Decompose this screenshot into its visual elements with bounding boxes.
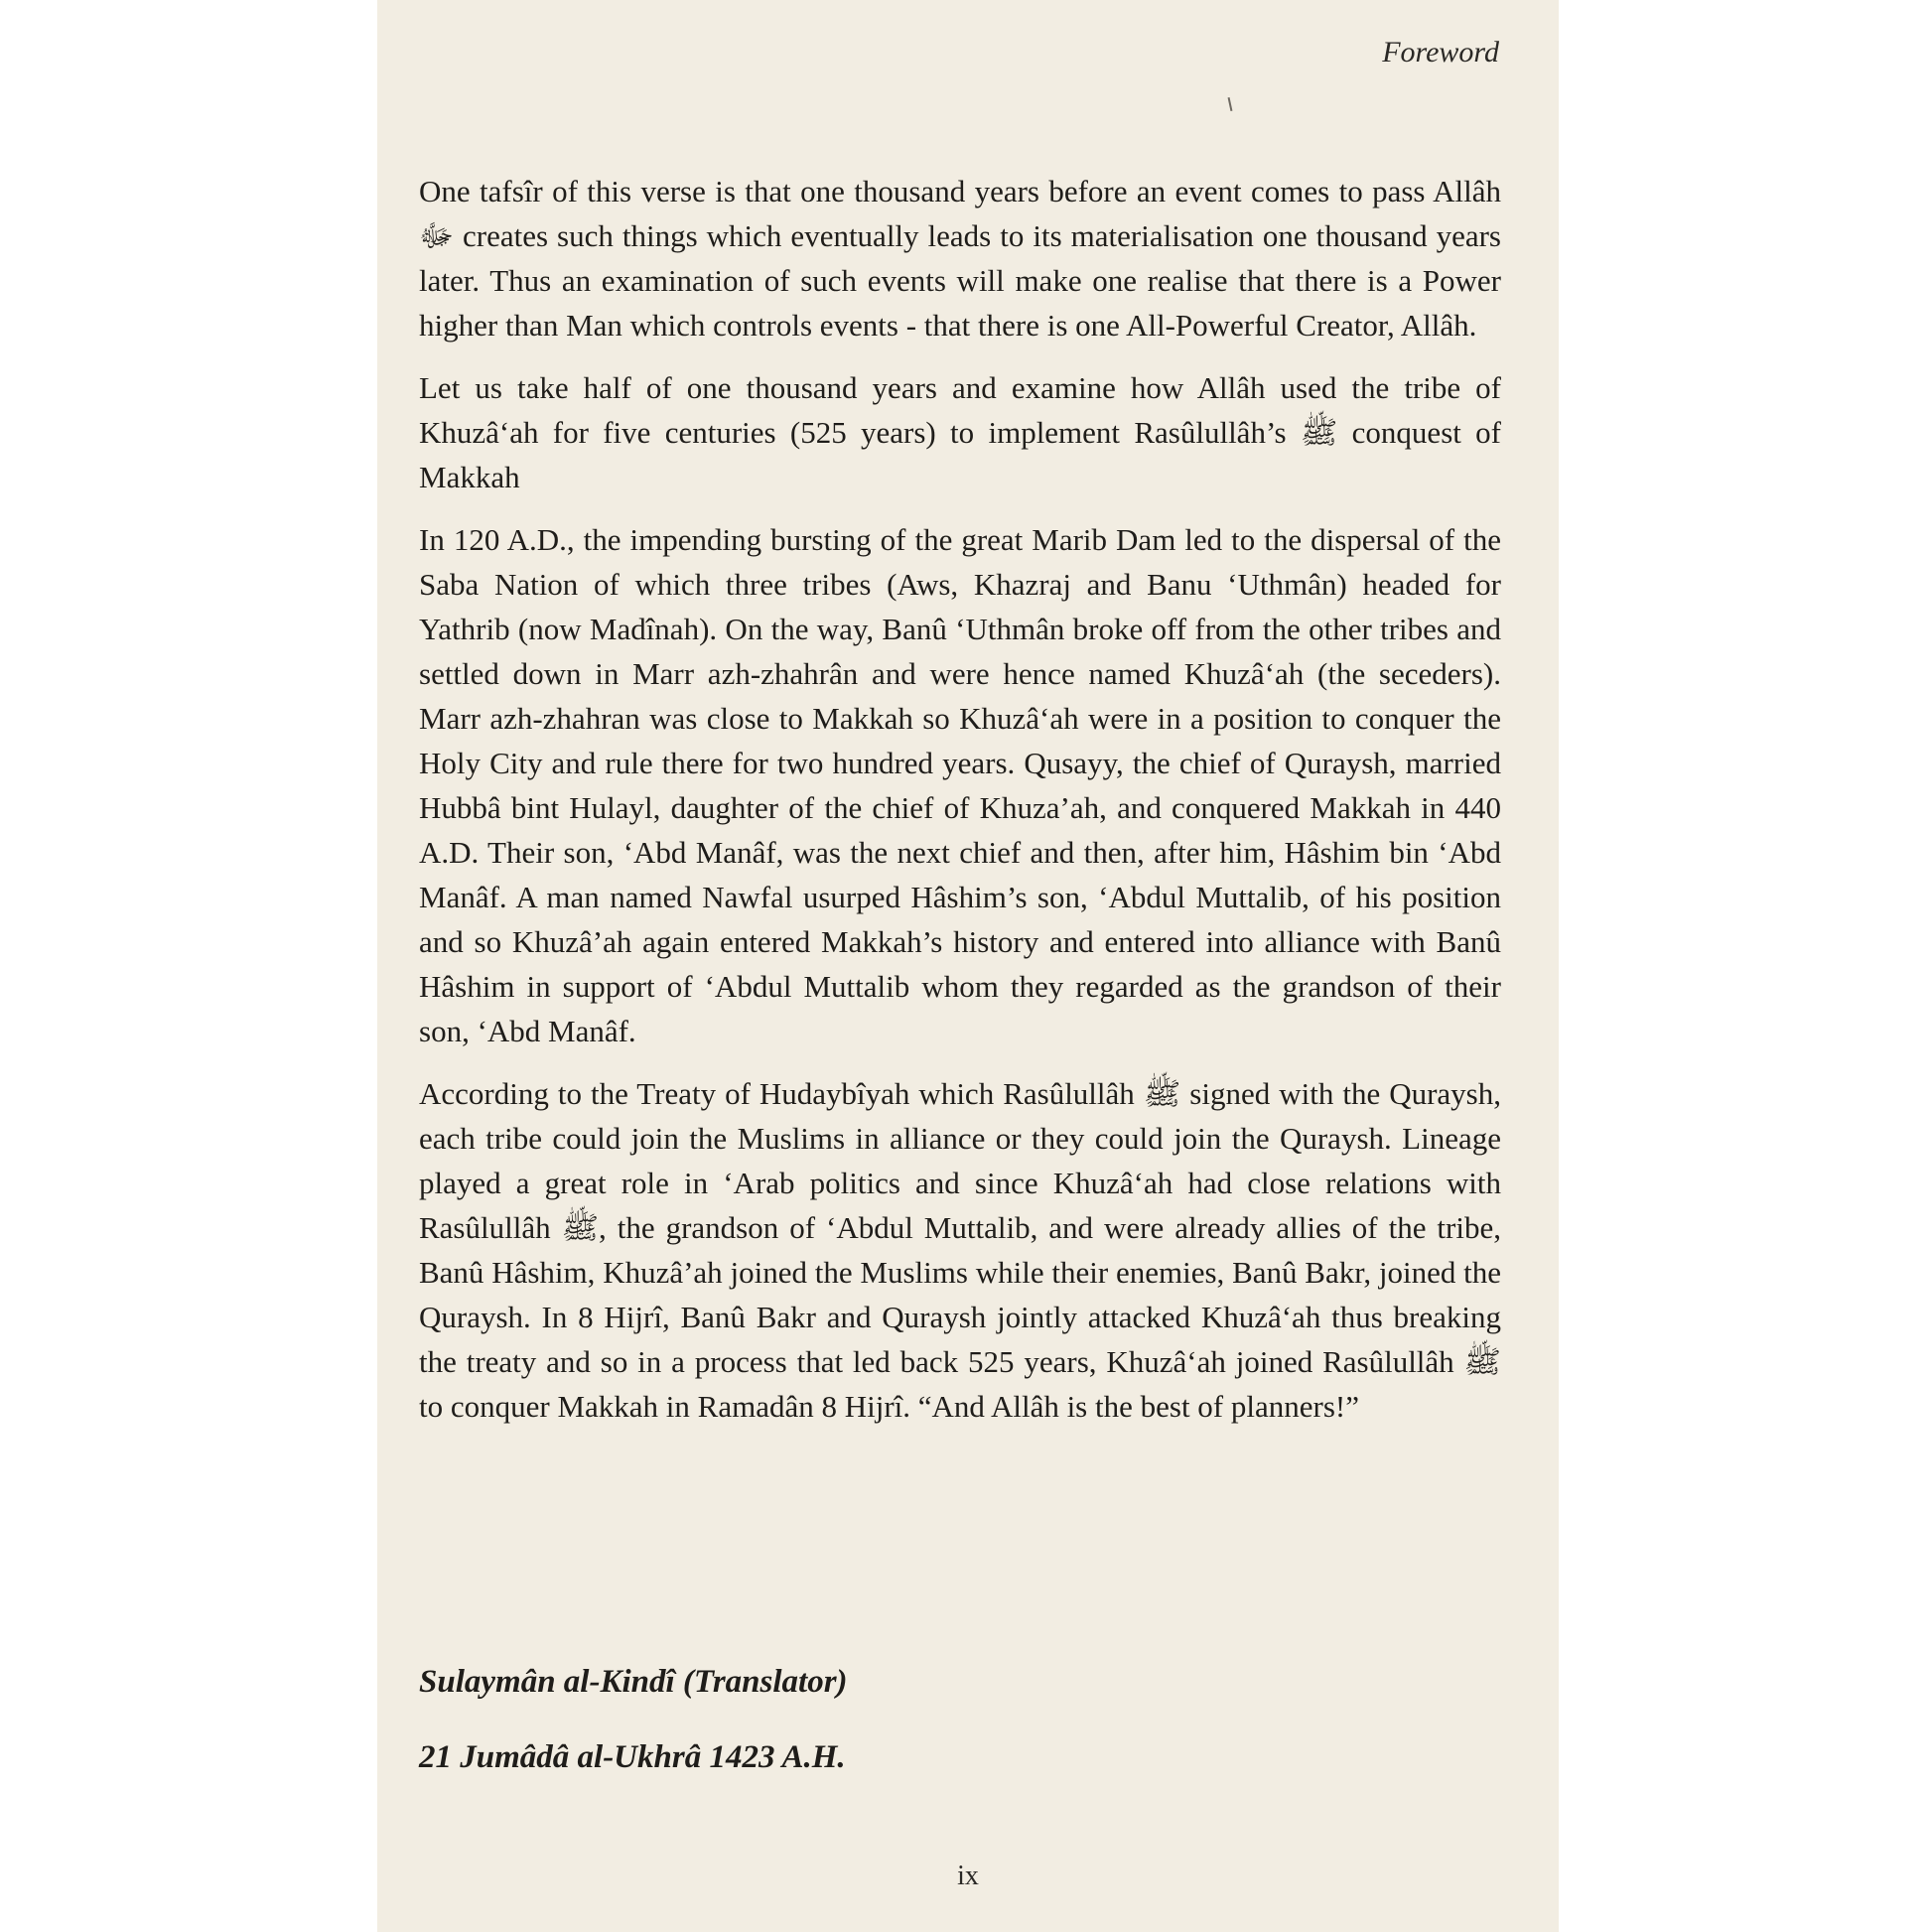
page-body	[419, 169, 1501, 1429]
translator-signature: Sulaymân al-Kindî (Translator)	[419, 1664, 848, 1700]
paragraph: Let us take half of one thousand years and examine how Allâh used the tribe of Khuzâ‘ah for five centuries (525 years) to implement Rasûlullâh’s ﷺ conquest of Makkah	[419, 370, 1501, 494]
running-head: Foreword	[1382, 36, 1499, 69]
paragraph: One tafsîr of this verse is that one thousand years before an event comes to pass Allâh ﷻ creates such things which eventually leads to its materialisation one thousand years later. Thus an examination of such events will make one realise that there is a Power higher than Man which controls events - that there is one All-Powerful Creator, Allâh.	[419, 174, 1501, 343]
paragraph: According to the Treaty of Hudaybîyah which Rasûlullâh ﷺ signed with the Quraysh, each tribe could join the Muslims in alliance or they could join the Quraysh. Lineage played a great role in ‘Arab politics and since Khuzâ‘ah had close relations with Rasûlullâh ﷺ, the grandson of ‘Abdul Muttalib, and were already allies of the tribe, Banû Hâshim, Khuzâ’ah joined the Muslims while their enemies, Banû Bakr, joined the Quraysh. In 8 Hijrî, Banû Bakr and Quraysh jointly attacked Khuzâ‘ah thus breaking the treaty and so in a process that led back 525 years, Khuzâ‘ah joined Rasûlullâh ﷺ to conquer Makkah in Ramadân 8 Hijrî. “And Allâh is the best of planners!”	[419, 1076, 1501, 1424]
print-speck	[1228, 97, 1233, 111]
page-number: ix	[957, 1861, 979, 1891]
signature-date: 21 Jumâdâ al-Ukhrâ 1423 A.H.	[419, 1739, 846, 1775]
book-page	[377, 0, 1559, 1932]
paragraph: In 120 A.D., the impending bursting of the great Marib Dam led to the dispersal of the Saba Nation of which three tribes (Aws, Khazraj and Banu ‘Uthmân) headed for Yathrib (now Madînah). On the way, Banû ‘Uthmân broke off from the other tribes and settled down in Marr azh-zhahrân and were hence named Khuzâ‘ah (the seceders). Marr azh-zhahran was close to Makkah so Khuzâ‘ah were in a position to conquer the Holy City and rule there for two hundred years. Qusayy, the chief of Quraysh, married Hubbâ bint Hulayl, daughter of the chief of Khuza’ah, and conquered Makkah in 440 A.D. Their son, ‘Abd Manâf, was the next chief and then, after him, Hâshim bin ‘Abd Manâf. A man named Nawfal usurped Hâshim’s son, ‘Abdul Muttalib, of his position and so Khuzâ’ah again entered Makkah’s history and entered into alliance with Banû Hâshim in support of ‘Abdul Muttalib whom they regarded as the grandson of their son, ‘Abd Manâf.	[419, 522, 1501, 1048]
